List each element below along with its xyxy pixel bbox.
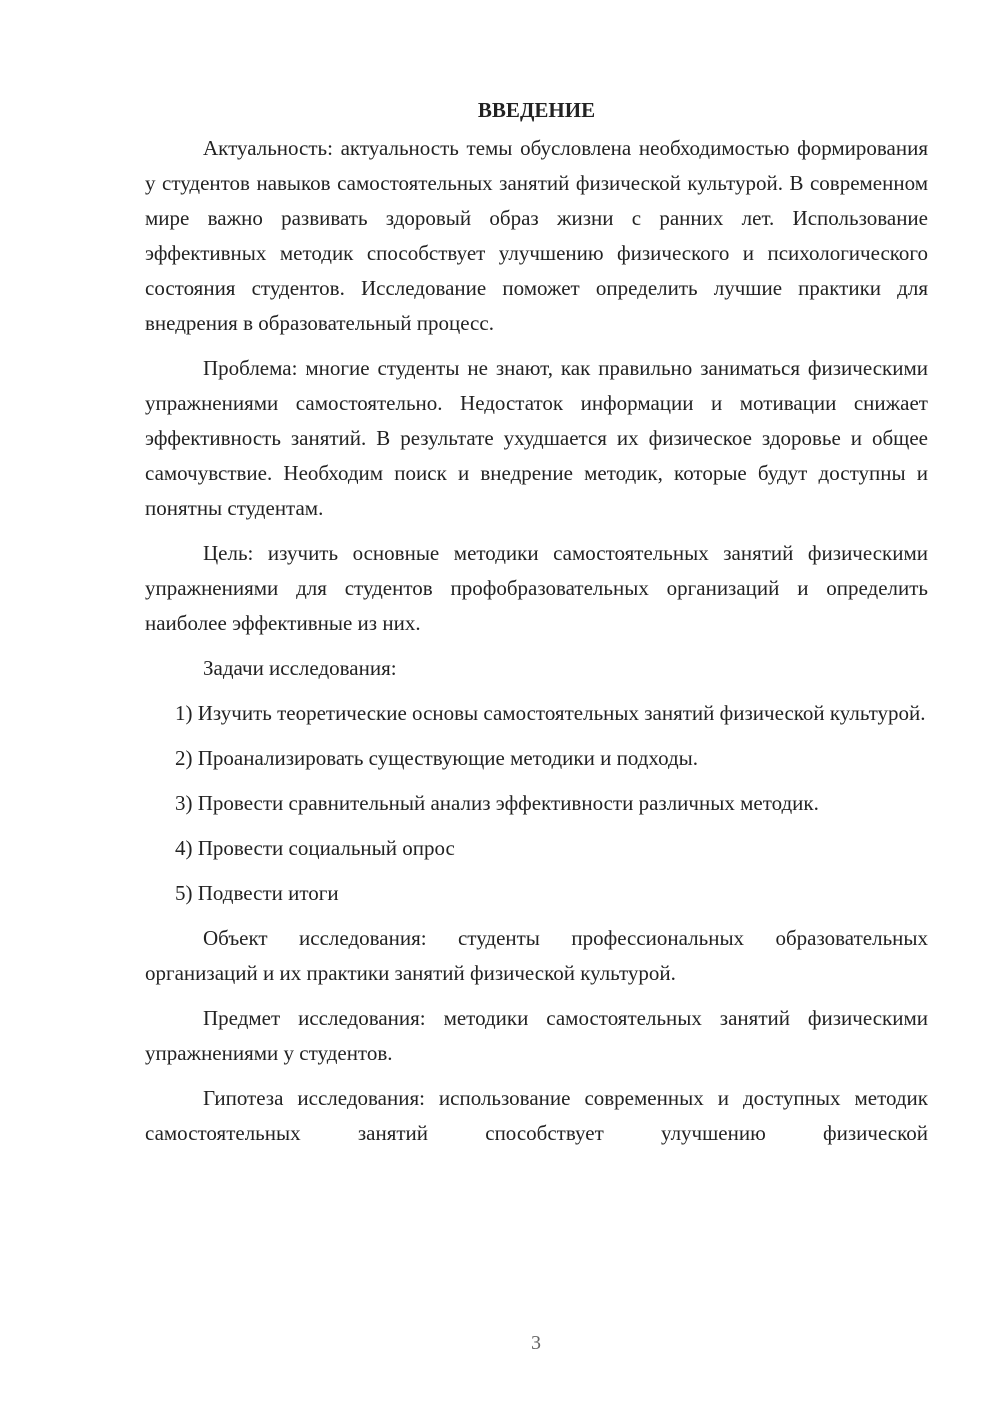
tasks-heading: Задачи исследования:	[203, 656, 397, 680]
task-item: 2) Проанализировать существующие методики и подходы.	[175, 746, 699, 770]
task-item: 1) Изучить теоретические основы самостоятельных занятий физической культурой.	[175, 701, 926, 725]
document-page	[145, 95, 928, 1161]
section-title: ВВЕДЕНИЕ	[477, 98, 596, 122]
relevance-paragraph: Актуальность: актуальность темы обусловлена необходимостью формирования у студентов навыков самостоятельных занятий физической культурой. В современном мире важно развивать здоровый образ жизни с ранних лет. Использование эффективных методик способствует улучшению физического и психологического состояния студентов. Исследование поможет определить лучшие практики для внедрения в образовательный процесс.	[145, 136, 928, 335]
subject-paragraph: Предмет исследования: методики самостоятельных занятий физическими упражнениями у студентов.	[145, 1006, 928, 1065]
goal-paragraph: Цель: изучить основные методики самостоятельных занятий физическими упражнениями для студентов профобразовательных организаций и определить наиболее эффективные из них.	[145, 541, 928, 635]
task-item: 5) Подвести итоги	[175, 881, 339, 905]
object-paragraph: Объект исследования: студенты профессиональных образовательных организаций и их практики занятий физической культурой.	[145, 926, 928, 985]
hypothesis-paragraph: Гипотеза исследования: использование современных и доступных методик самостоятельных занятий способствует улучшению физической	[145, 1086, 928, 1145]
page-number: 3	[531, 1332, 541, 1354]
problem-paragraph: Проблема: многие студенты не знают, как правильно заниматься физическими упражнениями самостоятельно. Недостаток информации и мотивации снижает эффективность занятий. В результате ухудшается их физическое здоровье и общее самочувствие. Необходим поиск и внедрение методик, которые будут доступны и понятны студентам.	[145, 356, 928, 520]
task-item: 4) Провести социальный опрос	[175, 836, 455, 860]
task-item: 3) Провести сравнительный анализ эффективности различных методик.	[175, 791, 819, 815]
